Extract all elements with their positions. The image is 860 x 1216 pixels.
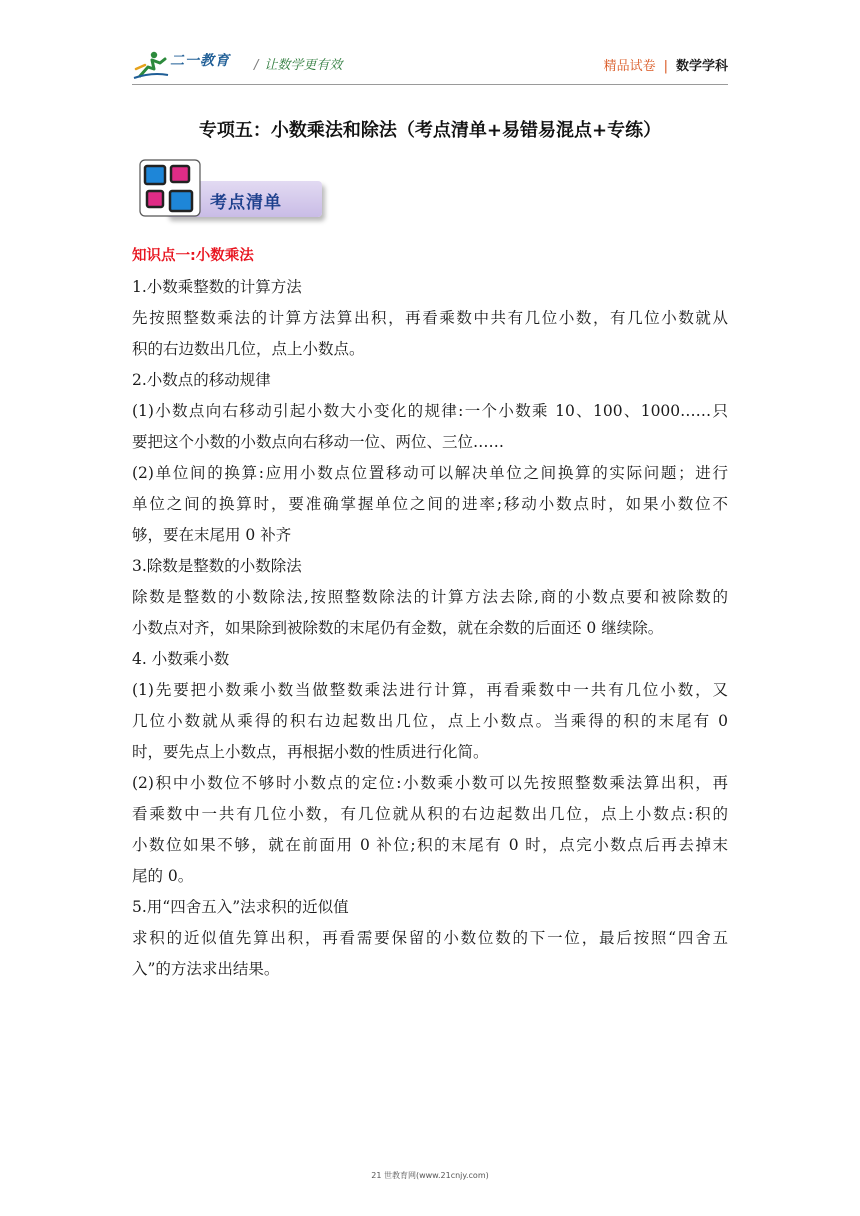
body-line: 积的右边数出几位，点上小数点。 [132, 340, 365, 358]
body-line: 3.除数是整数的小数除法 [132, 557, 302, 575]
page-header [132, 44, 728, 85]
body-line: 5.用“四舍五入”法求积的近似值 [132, 898, 349, 916]
header-slogan [254, 54, 342, 73]
body-line: 先按照整数乘法的计算方法算出积，再看乘数中共有几位小数，有几位小数就从 [132, 309, 728, 327]
document-title: 专项五：小数乘法和除法（考点清单+易错易混点+专练） [198, 120, 662, 141]
body-line: (1)小数点向右移动引起小数大小变化的规律:一个小数乘 10、100、1000……只 [132, 402, 728, 420]
body-line: 单位之间的换算时，要准确掌握单位之间的进率;移动小数点时，如果小数位不 [132, 495, 728, 513]
body-line: 小数点对齐，如果除到被除数的末尾仍有金数，就在余数的后面还 0 继续除。 [132, 619, 664, 637]
document-body [132, 244, 728, 988]
body-line: 4. 小数乘小数 [132, 650, 230, 668]
body-line: 1.小数乘整数的计算方法 [132, 278, 302, 296]
body-line: 尾的 0。 [132, 867, 194, 885]
body-line: 时，要先点上小数点，再根据小数的性质进行化简。 [132, 743, 489, 761]
logo-text: 二一教育 [170, 53, 230, 69]
body-line: 小数位如果不够，就在前面用 0 补位;积的末尾有 0 时，点完小数点后再去掉末 [132, 836, 728, 854]
grid-squares-icon [138, 158, 202, 218]
header-right-separator: | [663, 59, 668, 74]
body-line: (2)单位间的换算:应用小数点位置移动可以解决单位之间换算的实际问题；进行 [132, 464, 728, 482]
body-line: 几位小数就从乘得的积右边起数出几位，点上小数点。当乘得的积的末尾有 0 [132, 712, 728, 730]
body-line: 看乘数中一共有几位小数，有几位就从积的右边起数出几位，点上小数点:积的 [132, 805, 728, 823]
section-banner [134, 154, 326, 224]
body-line: 除数是整数的小数除法,按照整数除法的计算方法去除,商的小数点要和被除数的 [132, 588, 728, 606]
knowledge-point-title: 知识点一:小数乘法 [132, 248, 254, 264]
page-footer: 21 世教育网(www.21cnjy.com) [371, 1171, 489, 1180]
body-line: 2.小数点的移动规律 [132, 371, 271, 389]
body-line: 够，要在末尾用 0 补齐 [132, 526, 292, 544]
body-line: (1)先要把小数乘小数当做整数乘法进行计算，再看乘数中一共有几位小数，又 [132, 681, 728, 699]
body-line: 求积的近似值先算出积，再看需要保留的小数位数的下一位，最后按照“四舍五 [132, 929, 728, 947]
body-line: 要把这个小数的小数点向右移动一位、两位、三位…… [132, 433, 505, 451]
section-banner-label: 考点清单 [210, 193, 282, 213]
body-line: 入”的方法求出结果。 [132, 960, 280, 978]
body-line: (2)积中小数位不够时小数点的定位:小数乘小数可以先按照整数乘法算出积，再 [132, 774, 728, 792]
slogan-text: 让数学更有效 [264, 58, 343, 73]
slogan-separator: / [254, 58, 259, 73]
header-right [604, 55, 728, 74]
premium-paper-label: 精品试卷 [603, 59, 656, 74]
subject-label: 数学学科 [675, 59, 728, 74]
